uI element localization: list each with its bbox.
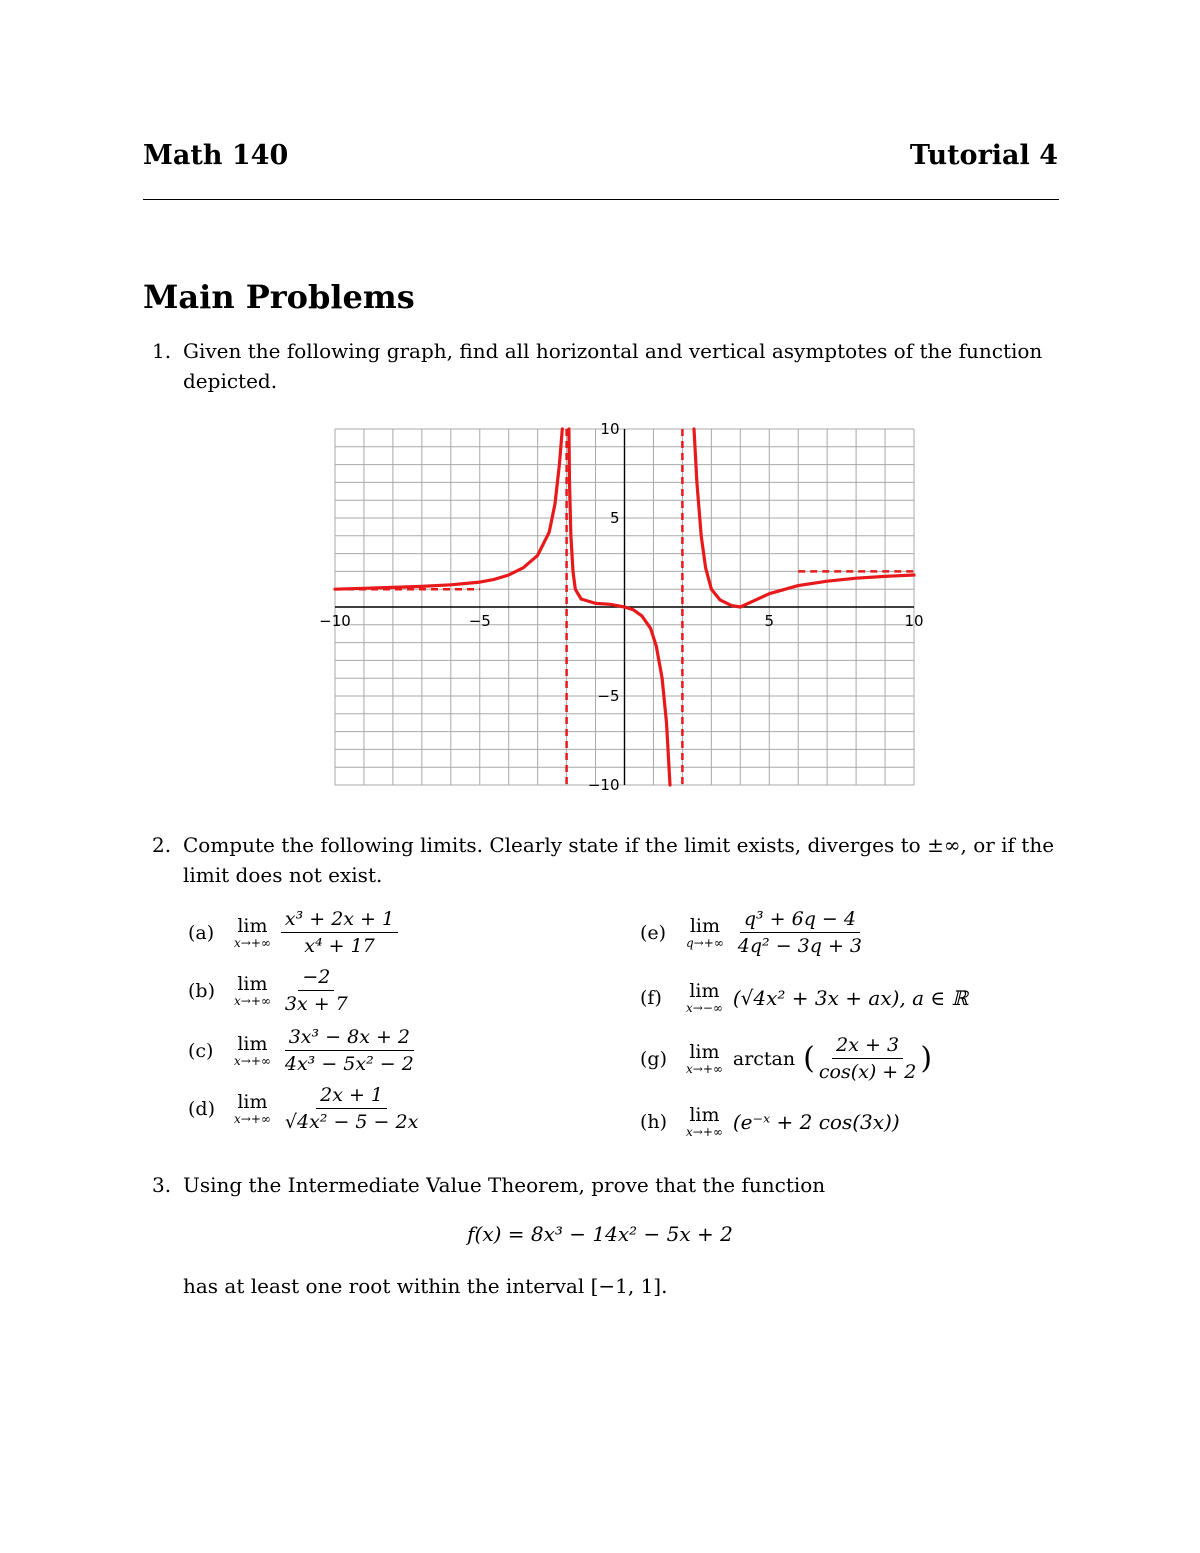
denominator: 4q² − 3q + 3 [737,935,863,957]
numerator: 2x + 3 [832,1034,903,1059]
limit-item-h [640,1104,900,1139]
asymptote-graph [300,418,940,798]
item-label: (h) [640,1110,668,1133]
lim-word: lim [689,980,720,1002]
numerator: 3x³ − 8x + 2 [285,1026,414,1051]
problem-number: 3. [152,1173,172,1197]
limit-operator [234,915,271,950]
lim-subscript: x→+∞ [686,1062,723,1076]
fraction [734,908,866,957]
lim-word: lim [237,1091,268,1113]
lim-subscript: q→+∞ [686,936,724,950]
limit-operator [234,973,271,1008]
fraction [281,1026,418,1075]
lim-word: lim [237,973,268,995]
x-tick-label: 5 [764,612,775,630]
function-definition: f(x) = 8x³ − 14x² − 5x + 2 [467,1222,733,1246]
limit-operator [234,1091,271,1126]
lim-subscript: x→+∞ [234,936,271,950]
y-tick-label: −10 [587,776,620,794]
function-curve [335,429,562,589]
problem-number: 1. [152,339,172,363]
problem-text-line: Compute the following limits. Clearly state if the limit exists, diverges to ±∞, or if the [183,833,1055,857]
lim-subscript: x→−∞ [686,1001,723,1015]
problem-text-line: has at least one root within the interval [−1, 1]. [183,1274,668,1298]
tutorial-title: Tutorial 4 [909,140,1058,171]
function-name: arctan [732,1047,796,1070]
limit-operator [686,915,724,950]
numerator: 2x + 1 [316,1084,387,1109]
course-title: Math 140 [143,140,289,171]
denominator: √4x² − 5 − 2x [284,1111,419,1133]
y-tick-label: −5 [597,687,620,705]
lim-word: lim [237,1033,268,1055]
header-rule [143,199,1059,200]
lim-word: lim [689,915,720,937]
limit-item-g [640,1034,932,1083]
fraction [281,1084,422,1133]
lim-word: lim [689,1104,720,1126]
lim-word: lim [689,1041,720,1063]
numerator: x³ + 2x + 1 [281,908,398,933]
problem-text-line: limit does not exist. [183,863,383,887]
x-tick-label: −5 [468,612,491,630]
denominator: cos(x) + 2 [818,1061,917,1083]
problem-number: 2. [152,833,172,857]
limit-expression: (√4x² + 3x + ax), a ∈ ℝ [732,985,969,1010]
item-label: (a) [188,921,215,944]
limit-item-e [640,908,866,957]
limit-operator [686,1104,723,1139]
item-label: (b) [188,979,215,1002]
limit-item-d [188,1084,422,1133]
numerator: q³ + 6q − 4 [740,908,860,933]
y-tick-label: 10 [600,420,620,438]
limit-operator [234,1033,271,1068]
x-tick-label: 10 [904,612,924,630]
problem-text [183,336,1059,396]
denominator: 3x + 7 [284,993,348,1015]
section-title: Main Problems [143,278,415,316]
denominator: 4x³ − 5x² − 2 [284,1053,414,1075]
y-tick-label: 5 [609,509,620,527]
item-label: (g) [640,1047,667,1070]
limit-item-b [188,966,352,1015]
lim-subscript: x→+∞ [686,1125,723,1139]
item-label: (d) [188,1097,215,1120]
lim-word: lim [237,915,268,937]
fraction [815,1034,920,1083]
item-label: (e) [640,921,667,944]
lim-subscript: x→+∞ [234,1054,271,1068]
problem-text [183,830,1059,890]
fraction [281,908,398,957]
x-tick-label: −10 [319,612,351,630]
item-label: (c) [188,1039,214,1062]
item-label: (f) [640,986,662,1009]
limit-item-c [188,1026,418,1075]
limit-expression: (e⁻ˣ + 2 cos(3x)) [732,1109,900,1134]
lim-subscript: x→+∞ [234,994,271,1008]
problem-text-line: Given the following graph, find all horizontal and vertical asymptotes of the function [183,339,1043,363]
limit-operator [686,1041,723,1076]
fraction [281,966,352,1015]
left-paren: ( [803,1040,815,1076]
problem-text: Using the Intermediate Value Theorem, prove that the function [183,1173,826,1197]
limit-item-f [640,980,968,1015]
problem-text-line: depicted. [183,369,278,393]
denominator: x⁴ + 17 [304,935,375,957]
limit-item-a [188,908,398,957]
limit-operator [686,980,723,1015]
numerator: −2 [298,966,334,991]
lim-subscript: x→+∞ [234,1112,271,1126]
right-paren: ) [920,1040,933,1076]
